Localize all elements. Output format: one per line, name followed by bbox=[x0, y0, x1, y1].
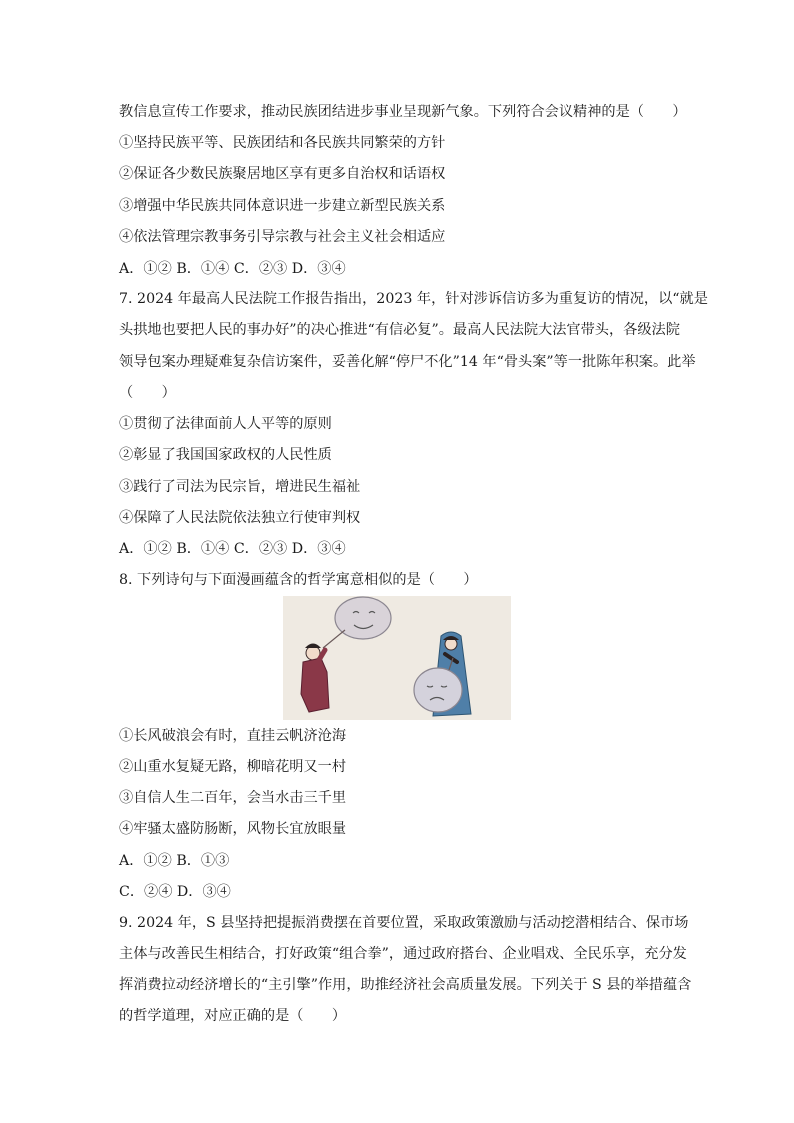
q9-stem-line-4: 的哲学道理，对应正确的是（ ） bbox=[119, 1008, 347, 1024]
happy-balloon-face bbox=[335, 597, 391, 639]
cartoon-illustration bbox=[283, 596, 511, 720]
q7-option-2: ②彰显了我国国家政权的人民性质 bbox=[119, 447, 332, 463]
red-robed-person bbox=[301, 658, 329, 712]
q6-option-4: ④依法管理宗教事务引导宗教与社会主义社会相适应 bbox=[119, 229, 446, 245]
q6-stem-continued: 教信息宣传工作要求，推动民族团结进步事业呈现新气象。下列符合会议精神的是（ ） bbox=[119, 104, 687, 120]
q9-stem-line-1: 9. 2024 年，S 县坚持把提振消费摆在首要位置，采取政策激励与活动挖潜相结合、保市场 bbox=[119, 915, 689, 931]
q7-option-4: ④保障了人民法院依法独立行使审判权 bbox=[119, 510, 361, 526]
q9-stem-line-3: 挥消费拉动经济增长的“主引擎”作用，助推经济社会高质量发展。下列关于 S 县的举措蕴含 bbox=[119, 977, 692, 993]
q7-option-3: ③践行了司法为民宗旨，增进民生福祉 bbox=[119, 479, 361, 495]
q8-option-1: ①长风破浪会有时，直挂云帆济沧海 bbox=[119, 728, 347, 744]
q8-answer-choices-row-2: C．②④ D．③④ bbox=[119, 884, 231, 900]
sad-balloon-face bbox=[414, 668, 462, 712]
q6-answer-choices: A．①② B．①④ C．②③ D．③④ bbox=[119, 261, 346, 277]
q6-option-3: ③增强中华民族共同体意识进一步建立新型民族关系 bbox=[119, 198, 446, 214]
balloon-string bbox=[323, 630, 345, 648]
cartoon-figure bbox=[283, 596, 511, 720]
q7-stem-line-2: 头拱地也要把人民的事办好”的决心推进“有信必复”。最高人民法院大法官带头，各级法院 bbox=[119, 322, 680, 338]
q8-answer-choices-row-1: A．①② B．①③ bbox=[119, 853, 230, 869]
q7-answer-choices: A．①② B．①④ C．②③ D．③④ bbox=[119, 541, 346, 557]
q7-stem-line-4: （ ） bbox=[119, 385, 176, 401]
q7-option-1: ①贯彻了法律面前人人平等的原则 bbox=[119, 416, 332, 432]
q8-stem: 8. 下列诗句与下面漫画蕴含的哲学寓意相似的是（ ） bbox=[119, 572, 478, 588]
q7-stem-line-1: 7. 2024 年最高人民法院工作报告指出，2023 年，针对涉诉信访多为重复访的情况，以“就是 bbox=[119, 291, 708, 307]
q9-stem-line-2: 主体与改善民生相结合，打好政策“组合拳”，通过政府搭台、企业唱戏、全民乐享，充分发 bbox=[119, 946, 687, 962]
q8-option-3: ③自信人生二百年，会当水击三千里 bbox=[119, 790, 347, 806]
q8-option-2: ②山重水复疑无路，柳暗花明又一村 bbox=[119, 759, 347, 775]
q6-option-1: ①坚持民族平等、民族团结和各民族共同繁荣的方针 bbox=[119, 135, 446, 151]
q8-option-4: ④牢骚太盛防肠断，风物长宜放眼量 bbox=[119, 821, 347, 837]
q7-stem-line-3: 领导包案办理疑难复杂信访案件，妥善化解“停尸不化”14 年“骨头案”等一批陈年积案。此举 bbox=[119, 354, 696, 370]
q6-option-2: ②保证各少数民族聚居地区享有更多自治权和话语权 bbox=[119, 166, 446, 182]
